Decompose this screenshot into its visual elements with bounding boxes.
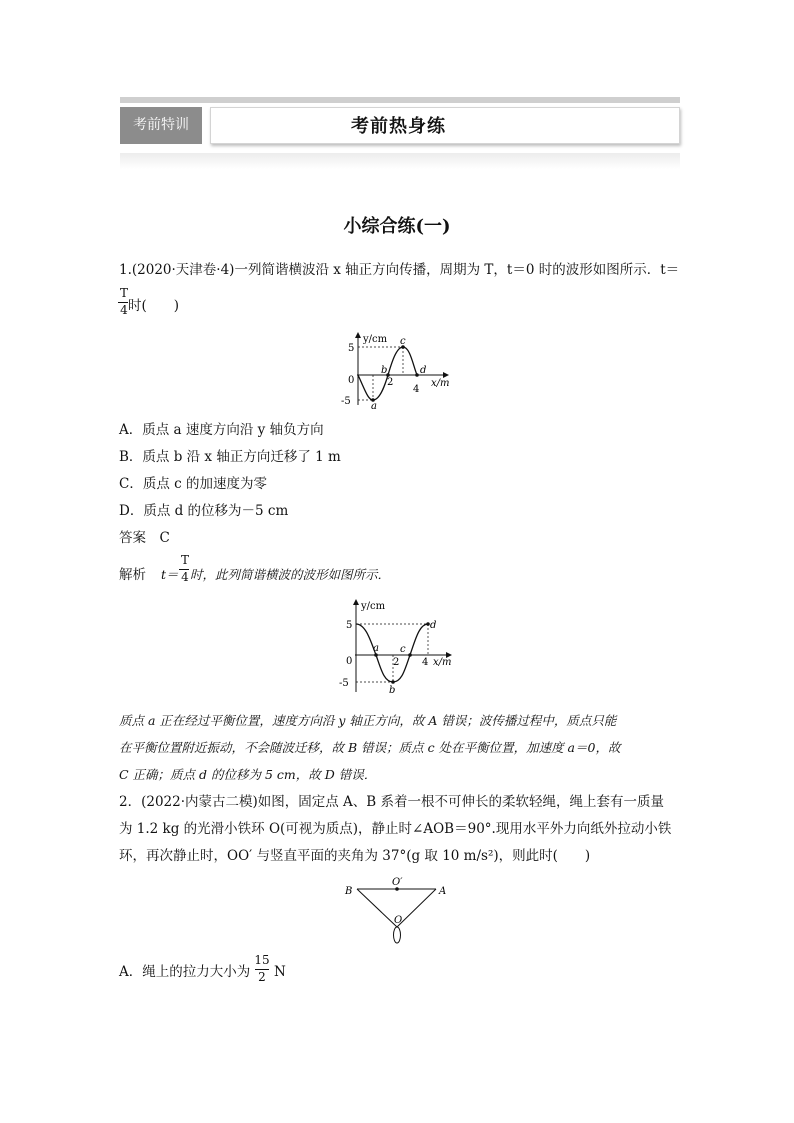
- q1-stem-suffix: 时( ): [128, 298, 180, 314]
- label-b: b: [389, 685, 396, 696]
- tick-2: 2: [387, 377, 394, 388]
- tick-5: 5: [346, 620, 353, 631]
- wave-curve: [356, 624, 428, 682]
- y-axis-label: y/cm: [361, 601, 386, 612]
- q1-analysis-label: 解析: [119, 567, 146, 583]
- q2-option-a-unit: N: [274, 964, 286, 980]
- rope-right: [397, 889, 436, 927]
- section-tag: 考前特训: [120, 107, 202, 144]
- label-B: B: [345, 886, 353, 897]
- q2-stem-line3: 环，再次静止时，OO′ 与竖直平面的夹角为 37°(g 取 10 m/s²)，则此时( ): [119, 848, 591, 864]
- label-A: A: [439, 886, 447, 897]
- y-axis-arrow-icon: [355, 332, 361, 338]
- point-b: [391, 680, 395, 684]
- q1-option-c: C．质点 c 的加速度为零: [119, 476, 267, 492]
- q1-stem-line1: 1.(2020·天津卷·4)一列简谐横波沿 x 轴正方向传播，周期为 T，t＝0 时的波形如图所示．t＝: [119, 262, 680, 278]
- tick-neg5: -5: [341, 396, 351, 407]
- iron-ring-icon: [394, 927, 401, 943]
- q2-option-a-num: 15: [254, 953, 270, 967]
- label-O: O: [394, 915, 403, 926]
- banner-bottom-shade: [120, 153, 680, 169]
- x-axis-label: x/m: [433, 657, 452, 668]
- banner-top-stripe: [120, 97, 680, 103]
- q1-frac-den: 4: [120, 303, 128, 317]
- q1-frac-num: T: [119, 286, 128, 300]
- label-a: a: [371, 401, 377, 410]
- q1-option-d: D．质点 d 的位移为－5 cm: [119, 503, 289, 519]
- q1-analysis-frac-num: T: [180, 553, 189, 567]
- header-title: 考前热身练: [351, 116, 446, 137]
- q1-analysis-line2: 在平衡位置附近振动，不会随波迁移，故 B 错误；质点 c 处在平衡位置，加速度 a＝0，故: [119, 740, 621, 755]
- point-c: [408, 653, 412, 657]
- point-d: [415, 373, 419, 377]
- label-a: a: [373, 643, 379, 654]
- q2-stem-line1: 2．(2022·内蒙古二模)如图，固定点 A、B 系着一根不可伸长的柔软轻绳，绳上套有一质量: [119, 794, 665, 810]
- label-b: b: [381, 365, 388, 376]
- label-d: d: [420, 365, 427, 376]
- tick-5: 5: [348, 343, 355, 354]
- tick-0: 0: [348, 375, 355, 386]
- y-axis-arrow-icon: [353, 599, 359, 605]
- q2-option-a-den: 2: [258, 970, 266, 984]
- q1-analysis-frac-den: 4: [181, 570, 189, 584]
- header-banner: [120, 97, 680, 157]
- label-c: c: [400, 644, 406, 655]
- tick-4: 4: [422, 657, 429, 668]
- tick-4: 4: [413, 384, 420, 395]
- q2-stem-line2: 为 1.2 kg 的光滑小铁环 O(可视为质点)，静止时∠AOB＝90°.现用水平外力向纸外拉动小铁: [119, 821, 672, 837]
- label-d: d: [430, 620, 437, 631]
- header-title-box: [210, 107, 680, 144]
- q1-analysis-suffix: 时，此列简谐横波的波形如图所示．: [190, 567, 391, 582]
- q1-answer: 答案 C: [119, 530, 170, 546]
- q1-analysis-wave-figure: [333, 597, 463, 697]
- x-axis-label: x/m: [431, 378, 450, 389]
- q1-analysis-line1: 质点 a 正在经过平衡位置，速度方向沿 y 轴正方向，故 A 错误；波传播过程中，质点只能: [119, 713, 617, 728]
- q2-option-a-prefix: A．绳上的拉力大小为: [119, 964, 251, 980]
- section-title: 小综合练(一): [343, 216, 451, 237]
- rope-left: [357, 889, 397, 927]
- q1-analysis-t: t＝: [161, 567, 179, 582]
- tick-2: 2: [393, 657, 400, 668]
- tick-0: 0: [346, 656, 353, 667]
- label-c: c: [400, 336, 406, 347]
- q1-wave-figure: [335, 330, 460, 410]
- q2-ring-figure: [340, 874, 450, 949]
- tick-neg5: -5: [339, 678, 349, 689]
- q1-analysis-line3: C 正确；质点 d 的位移为 5 cm，故 D 错误．: [119, 767, 377, 782]
- y-axis-label: y/cm: [363, 334, 388, 345]
- label-Oprime: O′: [392, 877, 403, 888]
- q1-option-b: B．质点 b 沿 x 轴正方向迁移了 1 m: [119, 449, 341, 465]
- q1-option-a: A．质点 a 速度方向沿 y 轴负方向: [119, 422, 324, 438]
